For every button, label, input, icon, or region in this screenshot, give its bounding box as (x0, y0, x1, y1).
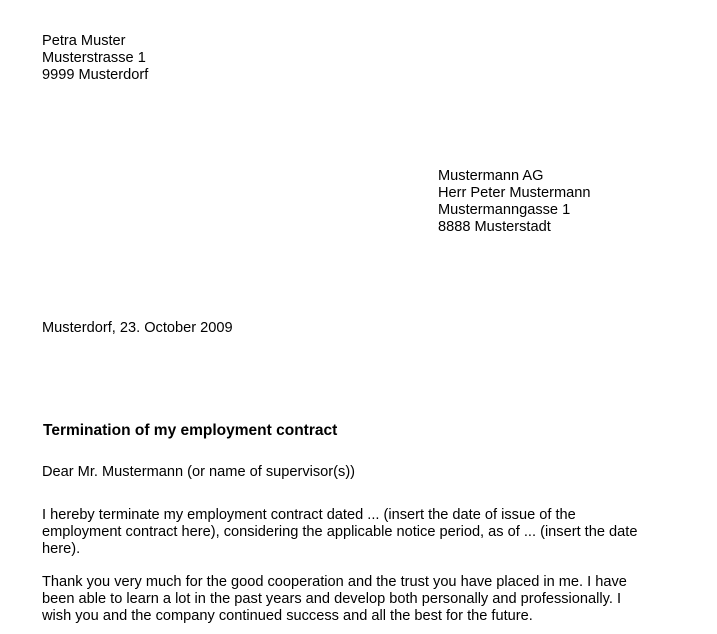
recipient-address (438, 168, 590, 236)
body-paragraph: Thank you very much for the good cooperation and the trust you have placed in me. I have been able to learn a lot in the past years and develop both personally and professionally. I wish you and the company continued success and all the best for the future. (42, 574, 627, 624)
salutation: Dear Mr. Mustermann (or name of supervisor(s)) (42, 464, 356, 480)
subject-heading: Termination of my employment contract (43, 422, 338, 439)
sender-street: Musterstrasse 1 (42, 50, 146, 66)
recipient-company: Mustermann AG (438, 168, 544, 184)
sender-name: Petra Muster (42, 33, 126, 49)
recipient-street: Mustermanngasse 1 (438, 202, 571, 218)
sender-address (42, 33, 148, 84)
recipient-city: 8888 Musterstadt (438, 219, 551, 235)
body-paragraph: I hereby terminate my employment contract dated ... (insert the date of issue of the employment contract here), considering the applicable notice period, as of ... (insert the date here). (42, 507, 638, 557)
sender-city: 9999 Musterdorf (42, 67, 149, 83)
date-line: Musterdorf, 23. October 2009 (42, 320, 233, 336)
recipient-person: Herr Peter Mustermann (438, 185, 591, 201)
